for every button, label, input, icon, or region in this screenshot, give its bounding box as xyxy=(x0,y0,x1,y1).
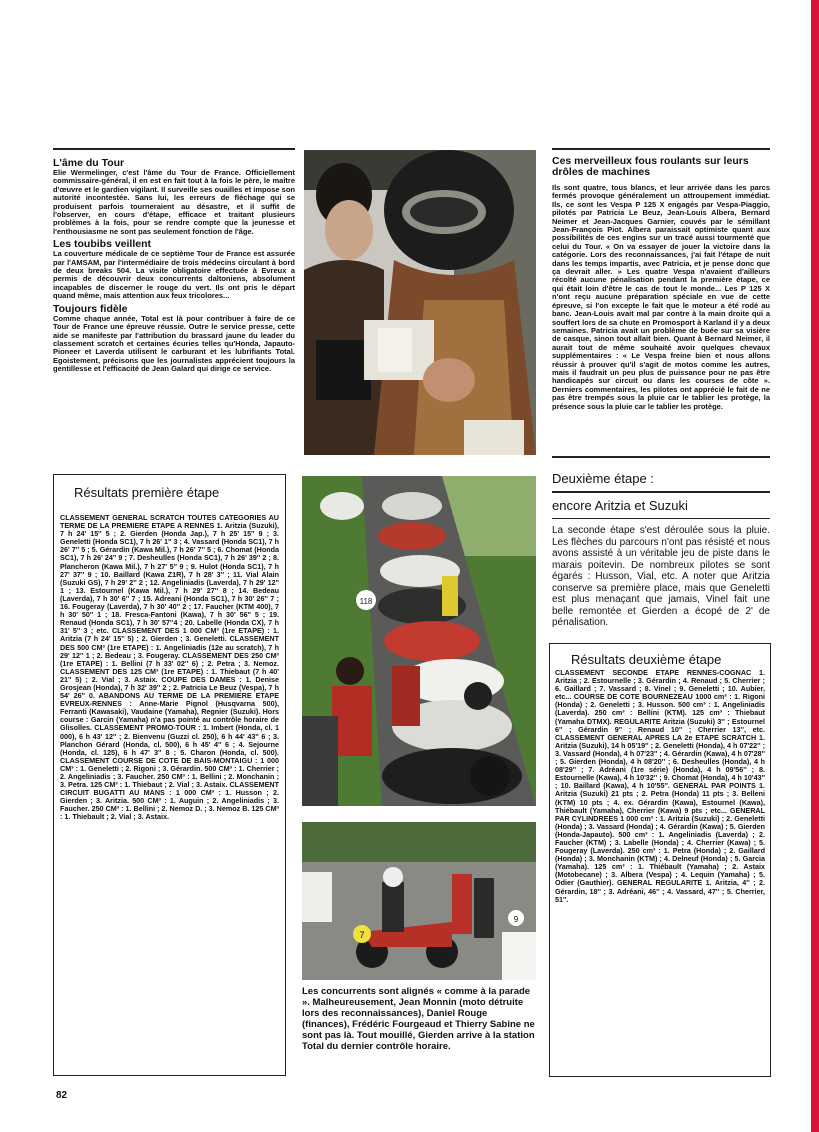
results-stage-1-title: Résultats première étape xyxy=(74,485,220,500)
paragraph-stage-2: La seconde étape s'est déroulée sous la pluie. Les flèches du parcours n'ont pas résisté et nous avons assisté à un véritable jeu de piste dans le marais poitevin. De nombreux pilotes se sont égarés : Husson, Vial, etc. A noter que Aritzia conserve sa première place, mais que Geneletti est plus menaçant que jamais, Vinel fait une belle remontée et Gierden a écopé de 2' de pénalisation. xyxy=(552,525,770,628)
divider xyxy=(552,491,770,493)
photo-rider-arriving-station xyxy=(302,822,536,980)
results-stage-1-box xyxy=(53,474,286,1076)
photo-motorcycles-lined-up xyxy=(302,476,536,806)
divider xyxy=(552,456,770,458)
article-vespa xyxy=(552,150,770,411)
photo-number-7: 7 xyxy=(359,930,365,940)
photo-number-118: 118 xyxy=(359,597,373,606)
stage-2-heading-line2: encore Aritzia et Suzuki xyxy=(552,497,688,513)
paragraph-toujours-fidele: Comme chaque année, Total est là pour contribuer à faire de ce Tour de France une épreuve réussie. Outre le service presse, cette aide se manifeste par l'attribution du brassard jaune du leader du classement scratch et certaines écuries telles qu'Honda, Japauto-Pioneer et Laverda utilisent le carburant et les lubrifiants Total. Egoistement, précisons que les journalistes apprécient toujours la gentillesse et l'efficacité de Jean Galard qui dirige ce service. xyxy=(53,313,295,374)
page-edge-stripe xyxy=(811,0,819,1132)
photo-rider-helmet xyxy=(304,150,536,455)
sidebar-articles xyxy=(53,150,295,374)
divider xyxy=(552,518,770,520)
article-stage-2 xyxy=(552,470,770,629)
stage-2-heading-line1: Deuxième étape : xyxy=(552,471,654,486)
results-stage-2-text: CLASSEMENT SECONDE ETAPE RENNES-COGNAC 1. Aritzia ; 2. Estournelle ; 3. Gérardin ; 4. Renaud ; 5. Cherrier ; 6. Gaillard ; 7. Vassard ; 8. Vinel ; 9. Geneletti ; 10. Aubier, etc... COURSE DE COTE BOURNEZEAU 1000 cm³ : 1. Rigoni (Honda) ; 2. Geneletti ; 3. Husson. 500 cm³ : 1. Angeliniadis (Laverda). 250 cm³ : Bellini (KTM). 125 cm³ : Thiebaut (Yamaha DTMX). REGULARITE Aritzia (Suzuki) 3'' ; Estournel 6'' ; Gérardin 9'' ; Renaud 10'' ; Cherrier 13'', etc. CLASSEMENT GENERAL APRES LA 2e ETAPE SCRATCH 1. Aritzia (Suzuki), 14 h 05'19'' ; 2. Geneletti (Honda), 4 h 07'22'' ; 3. Vassard (Honda), 4 h 07'23'' ; 4. Gérardin (Kawa), 4 h 07'28'' ; 5. Gierden (Honda), 4 h 08'20'' ; 6. Desheulles (Honda), 4 h 08'29'' ; 7. Adréani (1re série) (Honda), 4 h 09'56'' ; 8. Estournelle (Kawa), 4 h 10'32'' ; 9. Chomat (Honda), 4 h 10'43'' ; 10. Baillard (Kawa), 4 h 10'55''. GENERAL PAR POINTS 1. Aritzia (Suzuki) 21 pts ; 2. Petra (Honda) 11 pts ; 3. Belleni (KTM) 10 pts ; 4. ex. Gérardin (Kawa), Estournel (Kawa), Thiébault (Yamaha), Cherrier (Kawa) 9 pts ; etc... GENERAL PAR CYLINDREES 1 000 cm³ : 1. Aritzia (Suzuki) ; 2. Geneletti (Honda) ; 3. Vassard (Honda) ; 4. Gérardin (Kawa) ; 5. Gierden (Honda-Japauto). 500 cm³ : 1. Angeliniadis (Laverda) ; 2. Faucher (KTM) ; 3. Labelle (Honda) ; 4. Cherrier (Kawa) ; 5. Fougeray (Laverda). 250 cm³ : 1. Petra (Honda) ; 2. Gaillard (Honda) ; 3. Monchanin (KTM) ; 4. Delneuf (Honda) ; 5. Garcia (Yamaha). 125 cm³ : 1. Thiébault (Yamaha) ; 2. Astaix (Motobecane) ; 3. Albera (Vespa) ; 4. Lequin (Yamaha) ; 5. Odier (Gauthier). GENERAL REGULARITE 1. Aritzia, 4'' ; 2. Gérardin, 18'' ; 3. Adréani, 46'' ; 4. Vassard, 47'' ; 5. Cherrier, 51''. xyxy=(555,668,765,904)
paragraph-ame-du-tour: Elie Wermelinger, c'est l'âme du Tour de France. Officiellement commissaire-général, il en est en fait tout à la fois le père, le maître d'œuvre et le gardien vigilant. Il surveille ses ouailles et impose son autorité incontestée. Sans lui, les erreurs de fléchage qui se produisent parfois tourneraient au désastre, et il suffit de l'observer, en cours d'étape, efficace et traitant plusieurs problèmes à la fois, pour se rendre compte que la jeunesse et l'enthousiasme ne sont pas seulement fonction de l'âge. xyxy=(53,168,295,236)
divider xyxy=(552,148,770,150)
photo-caption: Les concurrents sont alignés « comme à la parade ». Malheureusement, Jean Monnin (moto détruite lors des reconnaissances), Daniel Rouge (finances), Frédéric Fourgeaud et Thierry Sabine ne sont pas là. Tout mouillé, Gierden arrive à la station Total du dernier contrôle horaire. xyxy=(302,986,535,1052)
divider xyxy=(53,148,295,150)
paragraph-vespa: Ils sont quatre, tous blancs, et leur arrivée dans les parcs fermés provoque généralement un attroupement immédiat. Ils, ce sont les Vespa P 125 X engagés par Vespa-Piaggio, pilotés par Patricia Le Beuz, Jean-Louis Albera, Bernard Neimer et Jean-Jacques Garnier, couvés par le sémillant Jean-François Piot. Albera paraissait optimiste quant aux possibilités de ces engins sur un tracé aussi tourmenté que celui du Tour. « On va essayer de jouer la victoire dans la catégorie. Lors des reconnaissances, j'ai fait l'étape de nuit dans les temps impartis, avec Patricia, et je pense donc que ça devrait aller. » Les quatre Vespa n'avaient d'ailleurs récolté aucune pénalisation pendant la première étape, ce qui était loin d'être le cas de tout le monde... Les P 125 X n'ont reçu aucune préparation spéciale en vue de cette épreuve, si l'on excepte le fait que le moteur a été rodé au banc. Jean-Louis avait mal par contre à la main droite qui a souffert lors de sa chute en Promosport à Karland il y a deux semaines. Patricia avait un problème de buée sur sa visière de casque, sinon tout allait bien. Quant à Bernard Neimer, il aurait tout de même souhaité avoir quelques chevaux supplémentaires : « Le Vespa freine bien et nous allons réussir à prouver qu'il s'agit de motos comme les autres, mais il faudrait un peu plus de puissance pour ne pas être handicapés sur circuit ou dans les courses de côte ». Derniers commentaires, les pilotes ont apprécié le fait de ne pas être trempés sous la pluie car le tablier les protège, la présence sous la pluie car le tablier les protège. xyxy=(552,183,770,411)
results-stage-2-box xyxy=(549,643,771,1077)
heading-ame-du-tour: L'âme du Tour xyxy=(53,157,125,169)
results-stage-1-text: CLASSEMENT GENERAL SCRATCH TOUTES CATEGORIES AU TERME DE LA PREMIERE ETAPE A RENNES 1. Aritzia (Suzuki), 7 h 24' 15'' 5 ; 2. Gierden (Honda Jap.), 7 h 25' 15'' 9 ; 3. Geneletti (Honda SC1), 7 h 26' 1'' 3 ; 4. Vassard (Honda SC1), 7 h 26' 7'' 5 ; 5. Gérardin (Kawa Mil.), 7 h 26' 7'' 5 ; 6. Chomat (Honda SC1), 7 h 26' 24'' 9 ; 7. Desheulles (Honda SC1), 7 h 26' 39'' 2 ; 8. Plancheron (Kawa Mil.), 7 h 27' 5'' 9 ; 9. Hulot (Honda SC1), 7 h 27' 37'' 9 ; 10. Baillard (Kawa Z1R), 7 h 28' 3'' ; 11. Vial Alain (Suzuki GS), 7 h 29' 2'' 2 ; 12. Angeliniadis (Laverda), 7 h 29' 12'' 1 ; 13. Estournel (Kawa Mil.), 7 h 29' 27'' 8 ; 14. Bedeau (Laverda), 7 h 30' 6'' 7 ; 15. Adreani (Honda SC1), 7 h 30' 26'' 7 ; 16. Fougeray (Laverda), 7 h 30' 40'' 2 ; 17. Faucher (KTM 400), 7 h 30' 50'' 1 ; 18. Fresca-Fantoni (Kawa), 7 h 30' 56'' 5 ; 19. Renaud (Honda SC1), 7 h 30' 57''4 ; 20. Labelle (Honda CX), 7 h 31' 5'' 3 ; etc. CLASSEMENT DES 1 000 CM³ (1re ETAPE) : 1. Aritzia (7 h 24' 15'' 5) ; 2. Gierden ; 3. Geneletti. CLASSEMENT DES 500 CM³ (1re ETAPE) : 1. Angeliniadis (12e au scratch), 7 h 29' 12'' 1 ; 2. Bedeau ; 3. Fougeray. CLASSEMENT DES 250 CM³ (1re ETAPE) : 1. Bellini (7 h 33' 02'' 6) ; 2. Petra ; 3. Nemoz. CLASSEMENT DES 125 CM³ (1re ETAPE) : 1. Thiebaut (7 h 40' 21'' 5) ; 2. Vial ; 3. Astaix. COUPE DES DAMES : 1. Denise Grosjean (Honda), 7 h 32' 39'' 2 ; 2. Patricia Le Beuz (Vespa), 7 h 54' 26'' 0. ABANDONS AU TERME DE LA PREMIERE ETAPE EVREUX-RENNES : Anne-Marie Pignol (Husqvarna 500), Ferranti (Kawasaki), Vaudaine (Yamaha), Regnier (Suzuki). Hors course : Garcin (Yamaha) n'a pas pointé au contrôle horaire de Glisolles. CLASSEMENT PROMO-TOUR : 1. Imbert (Honda, cl. 1 000), 6 h 43' 12'' ; 2. Bienvenu (Guzzi cl. 250), 6 h 44' 43'' 6 ; 3. Planchon Gérard (Honda, cl. 500), 6 h 45' 4'' 6 ; 4. Sejourne (Honda, cl. 125), 6 h 47' 3'' 8 ; 5. Charon (Honda, cl. 500). CLASSEMENT COURSE DE COTE DE BAIS-MONTAIGU : 1 000 CM³ : 1. Geneletti ; 2. Rigoni ; 3. Gérardin. 500 CM³ : 1. Cherrier ; 2. Angeliniadis ; 3. Faucher. 250 CM³ : 1. Bellini ; 2. Monchanin ; 3. Petra. 125 CM³ : 1. Thiebaut ; 2. Vial ; 3. Astaix. CLASSEMENT CIRCUIT BUGATTI AU MANS : 1 000 CM³ : 1. Husson ; 2. Gierden ; 3. Aritzia. 500 CM³ : 1. Auguin ; 2. Angeliniadis ; 3. Faucher. 250 CM³ : 1. Bellini ; 2. Nemoz D. ; 3. Nemoz B. 125 CM³ : 1. Thiebault ; 2. Vial ; 3. Astaix. xyxy=(60,513,279,822)
heading-toujours-fidele: Toujours fidèle xyxy=(53,302,128,315)
heading-toubibs: Les toubibs veillent xyxy=(53,238,152,251)
results-stage-2-title: Résultats deuxième étape xyxy=(571,652,722,667)
photo-number-9: 9 xyxy=(513,915,519,924)
page-number: 82 xyxy=(56,1090,68,1101)
paragraph-toubibs: La couverture médicale de ce septième Tour de France est assurée par l'AMSAM, par l'intermédiaire de trois médecins circulant à bord de deux breaks 504. La visite obligatoire effectuée à Evreux a permis de découvrir deux concurrents daltoniens, absolument incapables de discerner le rouge du vert. Ils ont pris le départ quand même, mais attention aux feux tricolores... xyxy=(53,249,295,301)
photo-caption-block xyxy=(302,986,536,1052)
heading-vespa: Ces merveilleux fous roulants sur leurs drôles de machines xyxy=(552,155,749,178)
